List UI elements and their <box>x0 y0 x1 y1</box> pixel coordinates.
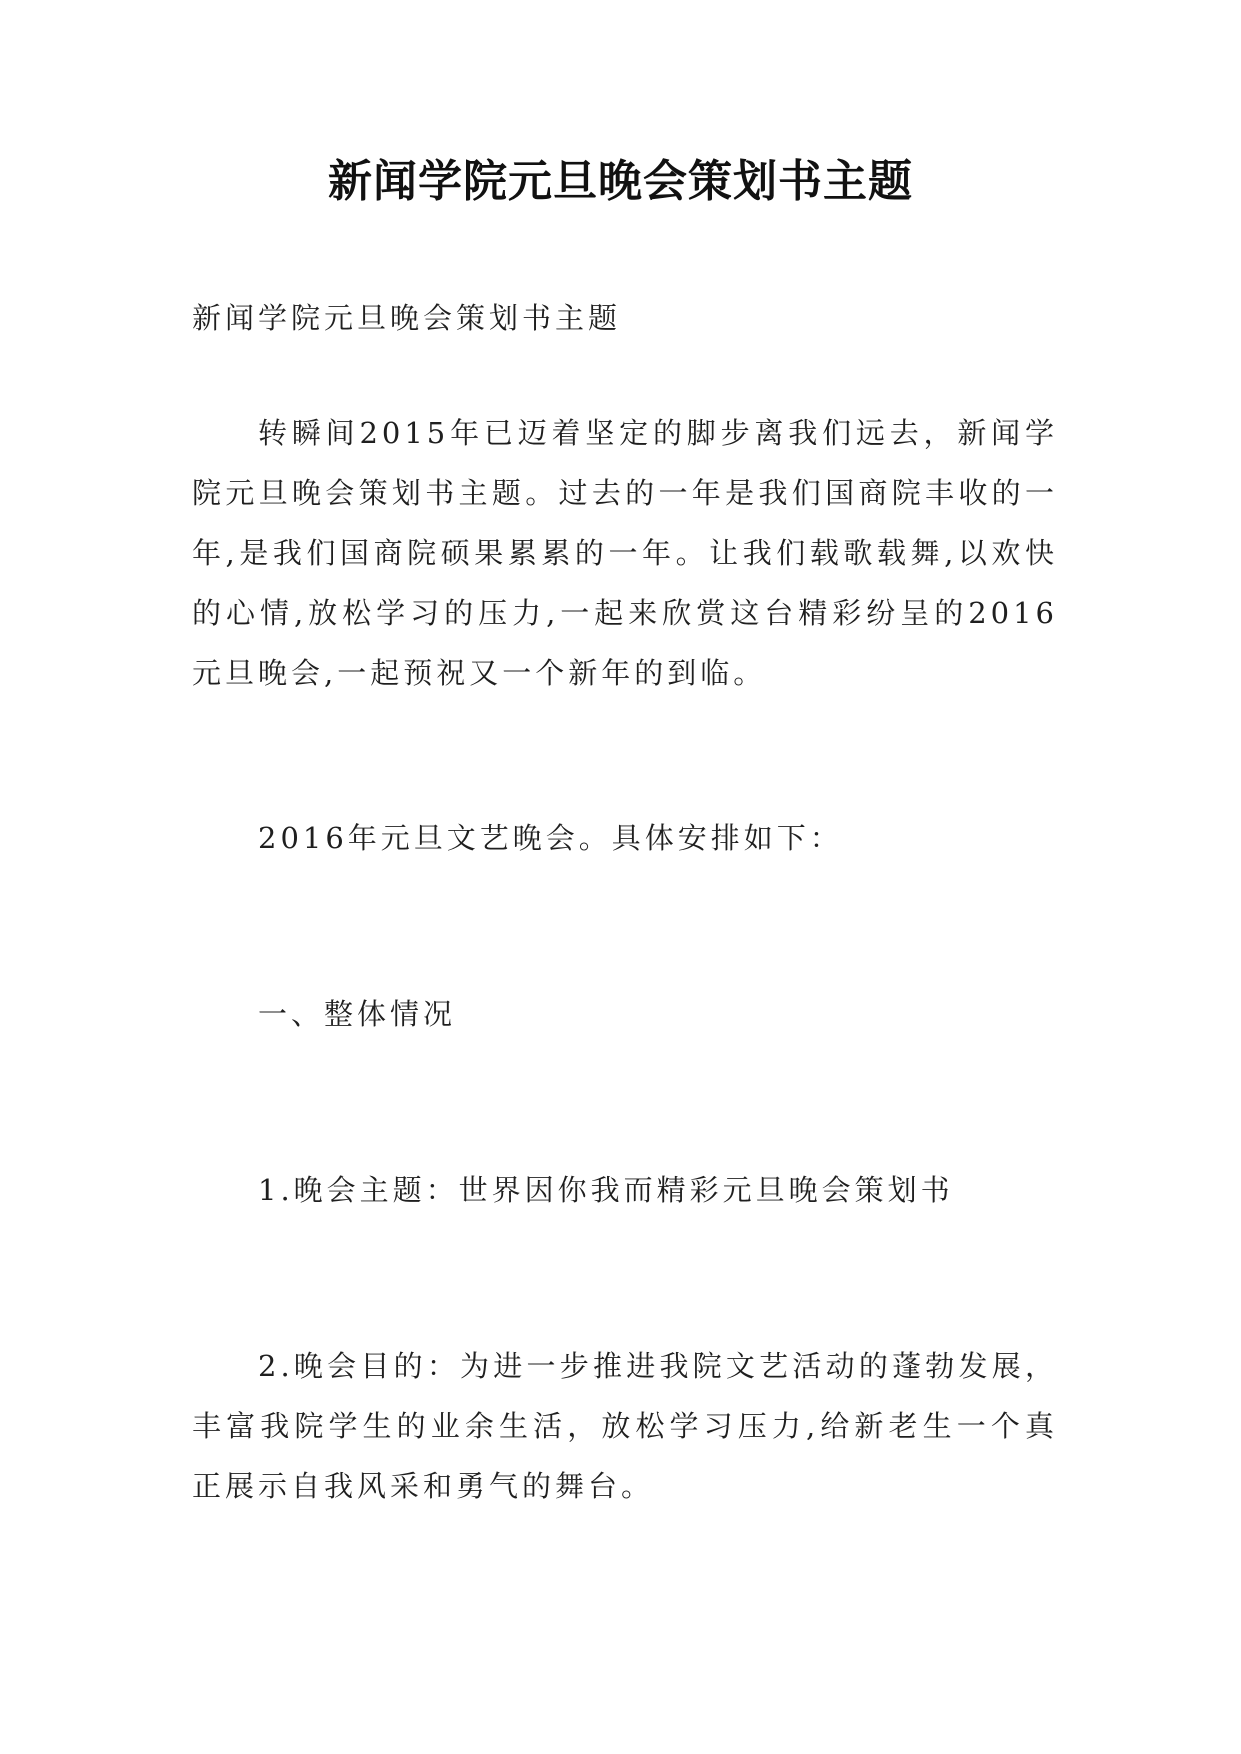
intro-paragraph: 转瞬间2015年已迈着坚定的脚步离我们远去，新闻学院元旦晚会策划书主题。过去的一年是我们国商院丰收的一年,是我们国商院硕果累累的一年。让我们载歌载舞,以欢快的心情,放松学习的压力,一起来欣赏这台精彩纷呈的2016元旦晚会,一起预祝又一个新年的到临。 <box>192 416 1058 690</box>
section-heading-overview: 一、整体情况 <box>258 997 457 1031</box>
item-theme-paragraph: 1.晚会主题：世界因你我而精彩元旦晚会策划书 <box>258 1173 954 1207</box>
subtitle-paragraph: 新闻学院元旦晚会策划书主题 <box>192 301 622 335</box>
item-purpose-paragraph: 2.晚会目的：为进一步推进我院文艺活动的蓬勃发展，丰富我院学生的业余生活，放松学习压力,给新老生一个真正展示自我风采和勇气的舞台。 <box>192 1349 1058 1503</box>
document-title: 新闻学院元旦晚会策划书主题 <box>328 156 913 207</box>
arrangement-paragraph: 2016年元旦文艺晚会。具体安排如下： <box>258 821 843 855</box>
